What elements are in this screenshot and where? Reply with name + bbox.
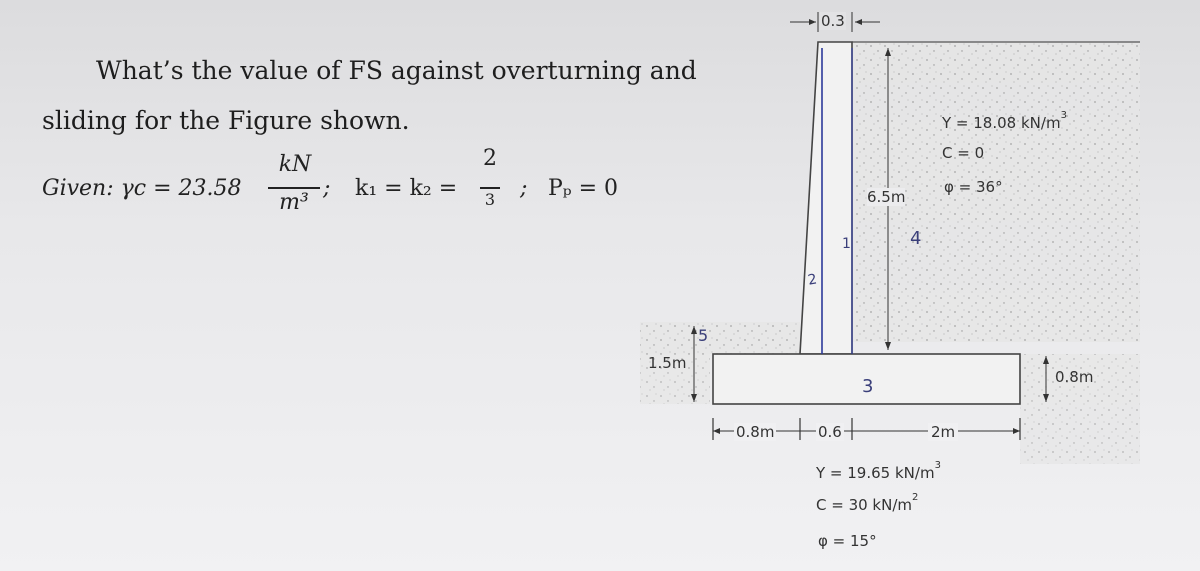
arrowhead bbox=[713, 428, 720, 434]
foundation-cohesion-exp: 2 bbox=[912, 492, 919, 503]
k-text: k₁ = k₂ = bbox=[355, 176, 458, 201]
foundation-gamma-exp: 3 bbox=[934, 460, 941, 471]
backfill-gamma-text: Y = 18.08 kN/m bbox=[942, 114, 1061, 132]
hand-label-2: 2 bbox=[806, 271, 819, 289]
top-width-label: 0.3 bbox=[821, 12, 845, 30]
question-line-1: What’s the value of FS against overturning and bbox=[96, 56, 697, 85]
passive-pressure: Pₚ = 0 bbox=[548, 176, 619, 201]
toe-soil bbox=[640, 322, 800, 354]
heel-width-label: 2m bbox=[928, 423, 958, 441]
arrowhead bbox=[885, 342, 891, 350]
stem-height-label: 6.5m bbox=[867, 188, 906, 206]
backfill-gamma-exp: 3 bbox=[1060, 110, 1067, 121]
foundation-cohesion bbox=[816, 492, 919, 514]
wall-stem bbox=[800, 42, 852, 354]
hand-label-4: 4 bbox=[910, 228, 922, 249]
base-thickness-label: 0.8m bbox=[1055, 368, 1094, 386]
backfill-gamma bbox=[942, 110, 1067, 132]
separator-2: ; bbox=[520, 176, 528, 201]
backfill-friction-angle: φ = 36° bbox=[944, 178, 1003, 196]
foundation-gamma bbox=[816, 460, 941, 482]
k-numerator: 2 bbox=[483, 146, 497, 171]
foundation-friction-angle: φ = 15° bbox=[818, 532, 877, 550]
hand-label-5: 5 bbox=[698, 326, 709, 345]
foundation-cohesion-text: C = 30 kN/m bbox=[816, 496, 913, 514]
hand-label-3: 3 bbox=[862, 376, 874, 397]
embed-depth-label: 1.5m bbox=[648, 354, 687, 372]
question-line-2: sliding for the Figure shown. bbox=[42, 106, 410, 135]
arrowhead bbox=[1013, 428, 1020, 434]
foundation-gamma-text: Y = 19.65 kN/m bbox=[816, 464, 935, 482]
arrowhead bbox=[809, 19, 816, 25]
hand-label-1: 1 bbox=[842, 236, 851, 252]
stem-base-label: 0.6 bbox=[818, 423, 842, 441]
given-prefix: Given: γc = 23.58 bbox=[42, 176, 242, 201]
k-denominator: 3 bbox=[484, 190, 496, 209]
backfill-cohesion: C = 0 bbox=[942, 144, 985, 162]
separator-1: ; bbox=[323, 176, 331, 201]
toe-width-label: 0.8m bbox=[736, 423, 775, 441]
unit-denominator: m³ bbox=[279, 190, 309, 215]
unit-numerator: kN bbox=[278, 152, 312, 177]
arrowhead bbox=[855, 19, 862, 25]
